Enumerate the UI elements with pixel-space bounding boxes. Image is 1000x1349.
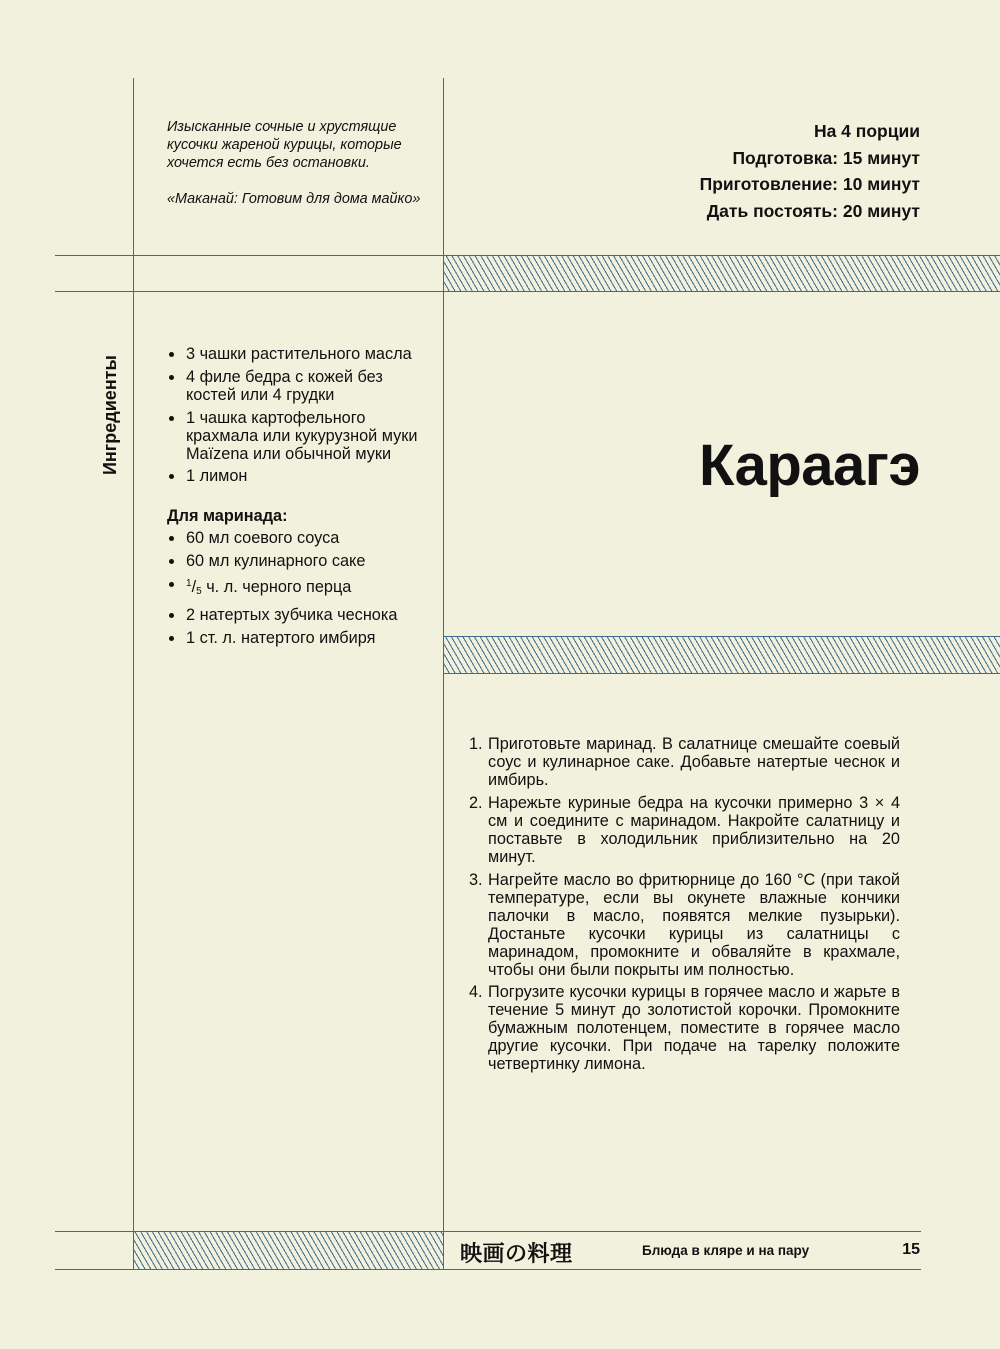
recipe-steps — [465, 735, 900, 1078]
grid-line-left — [133, 78, 134, 1270]
page-number: 15 — [902, 1241, 920, 1258]
step-number: 2. — [469, 793, 483, 812]
servings: На 4 порции — [813, 121, 920, 141]
rule-footer-2 — [55, 1269, 921, 1270]
main-ingredients — [167, 345, 437, 485]
footer-logo: 映画の料理 — [460, 1241, 573, 1266]
step-number: 4. — [469, 983, 483, 1002]
list-item: 60 мл соевого соуса — [167, 529, 437, 547]
intro-quote-block — [167, 118, 427, 208]
step-number: 1. — [469, 735, 483, 753]
list-item: 1 ст. л. натертого имбиря — [167, 629, 437, 647]
footer-section-title: Блюда в кляре и на пару — [642, 1243, 810, 1258]
marinade-ingredients — [167, 529, 437, 646]
rest-time: Дать постоять: 20 минут — [706, 200, 920, 221]
step-item — [465, 794, 900, 866]
step-item — [465, 871, 900, 979]
ingredients-side-label: Ингредиенты — [100, 355, 120, 475]
list-item: 4 филе бедра с кожей без костей или 4 грудки — [167, 368, 437, 404]
recipe-meta — [700, 118, 920, 224]
step-item — [465, 983, 900, 1073]
step-text: Погрузите кусочки курицы в горячее масло и жарьте в течение 5 минут до золотистой корочки. Промокните бумажным полотенцем, поместите в горячее масло другие кусочки. При подаче на тарелку положите четвертинку лимона. — [488, 983, 900, 1074]
recipe-title: Караагэ — [699, 433, 920, 498]
step-number: 3. — [469, 870, 483, 889]
hatch-band-top — [444, 256, 1000, 291]
list-item: 1 лимон — [167, 467, 437, 485]
fraction-denominator: 5 — [196, 585, 202, 597]
list-item-pepper: $^1/_5$ ч. л. черного перца — [167, 575, 437, 601]
marinade-heading: Для маринада: — [167, 507, 288, 526]
hatch-band-footer — [134, 1232, 443, 1269]
list-item: 60 мл кулинарного саке — [167, 552, 437, 570]
step-text: Приготовьте маринад. В салатнице смешайте соевый соус и кулинарное саке. Добавьте натертые чеснок и имбирь. — [488, 735, 900, 789]
step-item — [465, 735, 900, 789]
pepper-text: ч. л. черного перца — [206, 577, 352, 596]
prep-time: Подготовка: 15 минут — [732, 147, 920, 168]
list-item: 3 чашки растительного масла — [167, 345, 437, 363]
fraction-numerator: 1 — [186, 577, 192, 589]
cook-time: Приготовление: 10 минут — [699, 174, 920, 194]
rule-top-2 — [55, 291, 1000, 292]
intro-source: «Маканай: Готовим для дома майко» — [167, 191, 421, 207]
list-item: 1 чашка картофельного крахмала или кукурузной муки Maïzena или обычной муки — [167, 409, 437, 463]
hatch-band-middle — [444, 637, 1000, 673]
step-text: Нагрейте масло во фритюрнице до 160 °С (при такой температуре, если вы окунете влажные кончики палочки в масло, появятся мелкие пузырьки). Достаньте кусочки курицы из салатницы с маринадом, промокните и обваляйте в крахмале, чтобы они были покрыты им полностью. — [488, 870, 900, 979]
intro-quote: Изысканные сочные и хрустящие кусочки жареной курицы, которые хочется есть без остановки. — [167, 119, 402, 171]
ingredients-list — [167, 345, 437, 651]
list-item: 2 натертых зубчика чеснока — [167, 606, 437, 624]
rule-mid-2 — [443, 673, 1000, 674]
step-text: Нарежьте куриные бедра на кусочки примерно 3 × 4 см и соедините с маринадом. Накройте салатницу и поставьте в холодильник приблизительно на 20 минут. — [488, 793, 900, 866]
